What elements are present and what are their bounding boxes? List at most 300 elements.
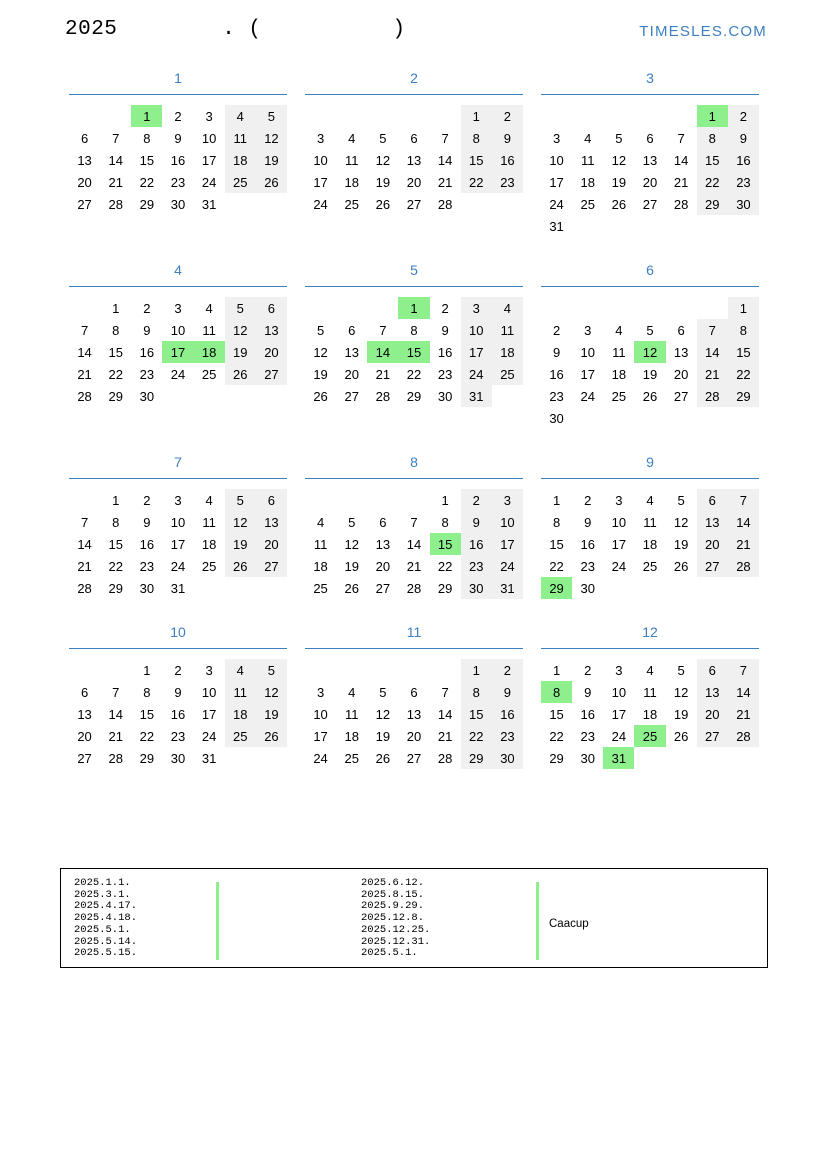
day-cell: 10	[201, 130, 217, 146]
day-cell-weekend: 23	[728, 171, 759, 193]
week-row	[541, 577, 759, 599]
day-cell-empty	[398, 489, 429, 511]
day-cell-empty	[305, 105, 336, 127]
day-cell: 18	[201, 536, 217, 552]
day-cell: 12	[375, 706, 391, 722]
month-block	[532, 256, 768, 429]
table-spacer	[305, 649, 523, 660]
legend-column-1	[61, 878, 361, 967]
day-cell: 16	[549, 366, 564, 382]
day-cell: 30	[580, 580, 595, 596]
month-table	[541, 648, 759, 769]
day-cell: 18	[611, 366, 627, 382]
day-cell-empty	[697, 577, 728, 599]
day-cell: 21	[406, 558, 422, 574]
week-row	[305, 659, 523, 681]
day-cell: 25	[580, 196, 595, 212]
day-cell: 11	[580, 152, 595, 168]
day-cell: 4	[646, 662, 654, 678]
day-cell-weekend: 31	[461, 385, 492, 407]
day-cell: 24	[580, 388, 595, 404]
day-cell-weekend: 27	[256, 555, 287, 577]
day-cell-weekend: 10	[492, 511, 523, 533]
day-cell: 26	[375, 750, 391, 766]
day-cell: 29	[549, 750, 564, 766]
day-cell-weekend: 12	[225, 511, 256, 533]
day-cell-empty	[100, 659, 131, 681]
day-cell: 27	[344, 388, 359, 404]
table-spacer	[305, 479, 523, 490]
day-cell: 26	[344, 580, 359, 596]
week-row	[69, 171, 287, 193]
day-cell-weekend: 10	[461, 319, 492, 341]
week-row	[541, 193, 759, 215]
table-spacer	[541, 95, 759, 106]
day-cell: 10	[170, 322, 186, 338]
day-cell-empty	[666, 407, 697, 429]
day-cell: 7	[112, 684, 120, 700]
day-cell: 2	[584, 662, 592, 678]
month-block	[296, 618, 532, 769]
month-block	[60, 64, 296, 237]
day-cell: 3	[205, 662, 213, 678]
legend-date-line: 2025.5.1.	[74, 923, 131, 936]
day-cell-weekend: 14	[697, 341, 728, 363]
day-cell-empty	[541, 297, 572, 319]
day-cell-weekend: 19	[256, 703, 287, 725]
day-cell: 9	[143, 514, 151, 530]
day-cell-empty	[492, 385, 523, 407]
day-cell-empty	[634, 747, 665, 769]
day-cell: 29	[108, 388, 123, 404]
month-table	[305, 648, 523, 769]
day-cell: 9	[174, 130, 182, 146]
day-cell-weekend: 18	[492, 341, 523, 363]
day-cell: 8	[410, 322, 418, 338]
day-cell: 5	[615, 130, 623, 146]
site-brand: TIMESLES.COM	[639, 23, 767, 40]
day-cell-weekend: 28	[697, 385, 728, 407]
day-cell: 23	[170, 728, 186, 744]
day-cell: 22	[139, 728, 155, 744]
day-cell: 14	[77, 344, 92, 360]
day-cell-weekend: 29	[728, 385, 759, 407]
day-cell-empty	[69, 297, 100, 319]
week-row	[305, 171, 523, 193]
week-row	[69, 319, 287, 341]
day-cell-weekend: 6	[697, 489, 728, 511]
day-cell: 25	[642, 558, 658, 574]
day-cell-weekend: 24	[492, 555, 523, 577]
day-cell: 6	[379, 514, 387, 530]
day-cell-empty	[666, 297, 697, 319]
day-cell: 30	[139, 388, 155, 404]
day-cell: 7	[410, 514, 418, 530]
day-cell: 19	[673, 536, 689, 552]
day-cell: 5	[677, 492, 685, 508]
week-row	[541, 511, 759, 533]
day-cell: 17	[201, 152, 217, 168]
day-cell: 4	[316, 514, 325, 530]
day-cell-empty	[697, 407, 728, 429]
day-cell: 4	[348, 130, 356, 146]
day-cell: 13	[406, 706, 422, 722]
month-title: 10	[170, 624, 186, 640]
day-cell: 28	[437, 750, 453, 766]
day-cell-weekend: 27	[697, 555, 728, 577]
day-cell-empty	[634, 105, 665, 127]
month-table	[69, 648, 287, 769]
table-spacer	[541, 287, 759, 298]
day-cell: 28	[406, 580, 422, 596]
day-cell-empty	[69, 659, 100, 681]
day-cell: 13	[375, 536, 391, 552]
day-cell: 3	[615, 662, 623, 678]
month-title: 6	[646, 262, 654, 278]
day-cell: 9	[552, 344, 561, 360]
day-cell: 3	[316, 684, 325, 700]
month-block	[296, 448, 532, 599]
month-title: 8	[410, 454, 418, 470]
day-cell: 30	[170, 750, 186, 766]
day-cell: 31	[170, 580, 186, 596]
day-cell: 15	[139, 152, 155, 168]
day-cell: 10	[549, 152, 564, 168]
day-cell: 22	[108, 366, 123, 382]
day-cell: 21	[437, 728, 453, 744]
day-cell-weekend: 21	[728, 533, 759, 555]
week-row	[69, 747, 287, 769]
week-row	[69, 385, 287, 407]
day-cell: 17	[201, 706, 217, 722]
day-cell-weekend: 6	[256, 489, 287, 511]
day-cell: 16	[580, 536, 595, 552]
day-cell: 31	[201, 750, 217, 766]
day-cell: 3	[205, 108, 213, 124]
day-cell: 3	[552, 130, 561, 146]
day-cell: 19	[611, 174, 627, 190]
legend-box	[60, 868, 768, 968]
day-cell-weekend: 3	[461, 297, 492, 319]
day-cell: 20	[406, 174, 422, 190]
month-title: 5	[410, 262, 418, 278]
legend-date-line: 2025.9.29.	[361, 900, 425, 913]
day-cell: 2	[174, 108, 182, 124]
day-cell-weekend: 15	[697, 149, 728, 171]
day-cell: 20	[642, 174, 658, 190]
week-row	[305, 193, 523, 215]
week-row	[69, 127, 287, 149]
day-cell: 11	[344, 152, 359, 168]
week-row	[305, 105, 523, 127]
day-cell-weekend: 9	[492, 681, 523, 703]
legend-date-line: 2025.8.15.	[361, 888, 425, 901]
day-cell: 29	[437, 580, 453, 596]
day-cell-empty	[430, 659, 461, 681]
day-cell: 25	[313, 580, 328, 596]
week-row	[69, 149, 287, 171]
day-cell: 3	[174, 492, 182, 508]
day-cell: 23	[549, 388, 564, 404]
day-cell: 4	[615, 322, 623, 338]
week-row	[69, 105, 287, 127]
day-cell: 21	[437, 174, 453, 190]
day-cell: 21	[77, 558, 92, 574]
day-cell-empty	[367, 659, 398, 681]
day-cell: 26	[673, 728, 689, 744]
day-cell-weekend: 19	[225, 533, 256, 555]
month-table	[541, 286, 759, 429]
day-cell: 14	[108, 706, 123, 722]
week-row	[541, 407, 759, 429]
month-block	[60, 256, 296, 429]
day-cell-empty	[666, 747, 697, 769]
day-cell: 18	[580, 174, 595, 190]
day-cell-weekend: 5	[256, 659, 287, 681]
legend-column-3	[536, 878, 766, 967]
day-cell-empty	[541, 105, 572, 127]
day-cell-weekend: 22	[728, 363, 759, 385]
day-cell: 18	[642, 706, 658, 722]
day-cell: 10	[580, 344, 595, 360]
day-cell: 25	[201, 558, 217, 574]
month-block	[296, 64, 532, 237]
day-cell: 12	[673, 684, 689, 700]
day-cell-weekend: 2	[728, 105, 759, 127]
day-cell: 6	[80, 130, 89, 146]
day-cell-empty	[603, 577, 634, 599]
week-row	[69, 193, 287, 215]
day-cell-holiday: 1	[697, 105, 728, 127]
day-cell: 16	[139, 536, 155, 552]
day-cell: 9	[441, 322, 449, 338]
day-cell-weekend: 1	[461, 105, 492, 127]
day-cell-empty	[367, 297, 398, 319]
day-cell: 28	[375, 388, 391, 404]
week-row	[541, 127, 759, 149]
day-cell: 20	[344, 366, 359, 382]
week-row	[69, 681, 287, 703]
day-cell: 5	[316, 322, 325, 338]
legend-note: Caacup	[549, 918, 589, 930]
legend-date-line: 2025.4.17.	[74, 900, 138, 913]
week-row	[541, 171, 759, 193]
day-cell-holiday: 1	[131, 105, 162, 127]
week-row	[69, 341, 287, 363]
day-cell-weekend: 12	[256, 127, 287, 149]
day-cell: 2	[174, 662, 182, 678]
week-row	[541, 489, 759, 511]
day-cell: 29	[108, 580, 123, 596]
day-cell-empty	[398, 105, 429, 127]
day-cell: 28	[108, 750, 123, 766]
day-cell: 14	[77, 536, 92, 552]
day-cell: 13	[77, 152, 92, 168]
week-row	[305, 149, 523, 171]
day-cell-weekend: 1	[461, 659, 492, 681]
day-cell-weekend: 30	[461, 577, 492, 599]
week-row	[305, 681, 523, 703]
table-spacer	[541, 649, 759, 660]
day-cell: 19	[642, 366, 658, 382]
day-cell: 6	[677, 322, 685, 338]
week-row	[541, 363, 759, 385]
day-cell: 9	[584, 514, 592, 530]
week-row	[541, 747, 759, 769]
month-table	[541, 478, 759, 599]
day-cell: 11	[313, 536, 328, 552]
day-cell-empty	[69, 489, 100, 511]
day-cell: 15	[139, 706, 155, 722]
day-cell: 18	[344, 728, 359, 744]
day-cell-empty	[634, 577, 665, 599]
page-title: 2025 . ( )	[65, 18, 406, 41]
day-cell: 19	[375, 728, 391, 744]
day-cell: 10	[313, 152, 328, 168]
day-cell-empty	[256, 747, 287, 769]
day-cell-weekend: 14	[728, 511, 759, 533]
month-title: 1	[174, 70, 182, 86]
day-cell: 14	[673, 152, 689, 168]
day-cell: 20	[77, 728, 92, 744]
day-cell-empty	[728, 747, 759, 769]
day-cell-holiday: 17	[162, 341, 193, 363]
day-cell-weekend: 21	[697, 363, 728, 385]
day-cell-weekend: 16	[461, 533, 492, 555]
day-cell: 8	[112, 322, 120, 338]
week-row	[305, 577, 523, 599]
day-cell-holiday: 1	[398, 297, 429, 319]
month-title: 12	[642, 624, 658, 640]
month-block	[532, 448, 768, 599]
day-cell: 3	[174, 300, 182, 316]
day-cell: 21	[108, 174, 123, 190]
week-row	[69, 703, 287, 725]
day-cell: 12	[673, 514, 689, 530]
day-cell-weekend: 1	[728, 297, 759, 319]
day-cell: 24	[313, 196, 328, 212]
day-cell-weekend: 5	[225, 489, 256, 511]
day-cell: 27	[406, 196, 422, 212]
day-cell: 1	[112, 300, 120, 316]
day-cell: 9	[584, 684, 592, 700]
day-cell: 9	[143, 322, 151, 338]
month-title: 7	[174, 454, 182, 470]
day-cell-empty	[256, 193, 287, 215]
day-cell: 22	[108, 558, 123, 574]
day-cell: 25	[611, 388, 627, 404]
day-cell: 1	[552, 662, 561, 678]
day-cell-empty	[603, 297, 634, 319]
day-cell: 30	[437, 388, 453, 404]
day-cell: 24	[313, 750, 328, 766]
day-cell: 28	[108, 196, 123, 212]
week-row	[541, 149, 759, 171]
day-cell-weekend: 28	[728, 555, 759, 577]
week-row	[69, 659, 287, 681]
day-cell: 19	[375, 174, 391, 190]
legend-date-line: 2025.12.31.	[361, 935, 431, 948]
day-cell-empty	[572, 297, 603, 319]
day-cell: 1	[552, 492, 561, 508]
day-cell-empty	[572, 215, 603, 237]
day-cell: 2	[584, 492, 592, 508]
day-cell-weekend: 17	[492, 533, 523, 555]
month-table	[69, 94, 287, 215]
day-cell-empty	[697, 297, 728, 319]
week-row	[69, 555, 287, 577]
day-cell-empty	[461, 193, 492, 215]
week-row	[305, 703, 523, 725]
day-cell: 8	[441, 514, 449, 530]
week-row	[305, 297, 523, 319]
day-cell: 10	[313, 706, 328, 722]
legend-color-bar	[216, 882, 219, 960]
day-cell: 23	[580, 728, 595, 744]
day-cell: 8	[143, 130, 151, 146]
day-cell-empty	[430, 105, 461, 127]
day-cell-weekend: 7	[697, 319, 728, 341]
day-cell: 31	[549, 218, 564, 234]
day-cell-weekend: 26	[225, 363, 256, 385]
day-cell: 13	[673, 344, 689, 360]
day-cell-empty	[194, 385, 225, 407]
day-cell: 9	[174, 684, 182, 700]
day-cell-empty	[728, 407, 759, 429]
week-row	[305, 555, 523, 577]
month-title: 9	[646, 454, 654, 470]
table-spacer	[305, 287, 523, 298]
day-cell: 11	[643, 684, 657, 700]
day-cell-weekend: 8	[697, 127, 728, 149]
day-cell: 15	[108, 536, 123, 552]
day-cell: 19	[673, 706, 689, 722]
day-cell: 4	[205, 492, 213, 508]
day-cell-empty	[100, 105, 131, 127]
week-row	[69, 489, 287, 511]
day-cell-empty	[572, 407, 603, 429]
day-cell-empty	[634, 297, 665, 319]
day-cell: 24	[549, 196, 564, 212]
week-row	[305, 385, 523, 407]
month-title: 11	[406, 624, 422, 640]
legend-date-line: 2025.5.1.	[361, 947, 418, 960]
day-cell: 24	[611, 558, 627, 574]
month-block	[532, 64, 768, 237]
day-cell: 19	[344, 558, 359, 574]
day-cell-weekend: 4	[225, 659, 256, 681]
table-spacer	[69, 95, 287, 106]
day-cell-empty	[336, 489, 367, 511]
day-cell: 24	[170, 558, 186, 574]
day-cell-weekend: 9	[492, 127, 523, 149]
day-cell-weekend: 11	[225, 127, 256, 149]
day-cell: 5	[348, 514, 356, 530]
table-spacer	[305, 95, 523, 106]
day-cell: 20	[406, 728, 422, 744]
day-cell: 27	[642, 196, 658, 212]
day-cell-empty	[697, 747, 728, 769]
day-cell: 31	[201, 196, 217, 212]
day-cell-empty	[603, 105, 634, 127]
day-cell-weekend: 13	[697, 681, 728, 703]
day-cell: 16	[170, 152, 186, 168]
day-cell-weekend: 4	[492, 297, 523, 319]
day-cell: 28	[77, 580, 92, 596]
day-cell-weekend: 16	[492, 703, 523, 725]
day-cell: 26	[673, 558, 689, 574]
table-spacer	[69, 479, 287, 490]
